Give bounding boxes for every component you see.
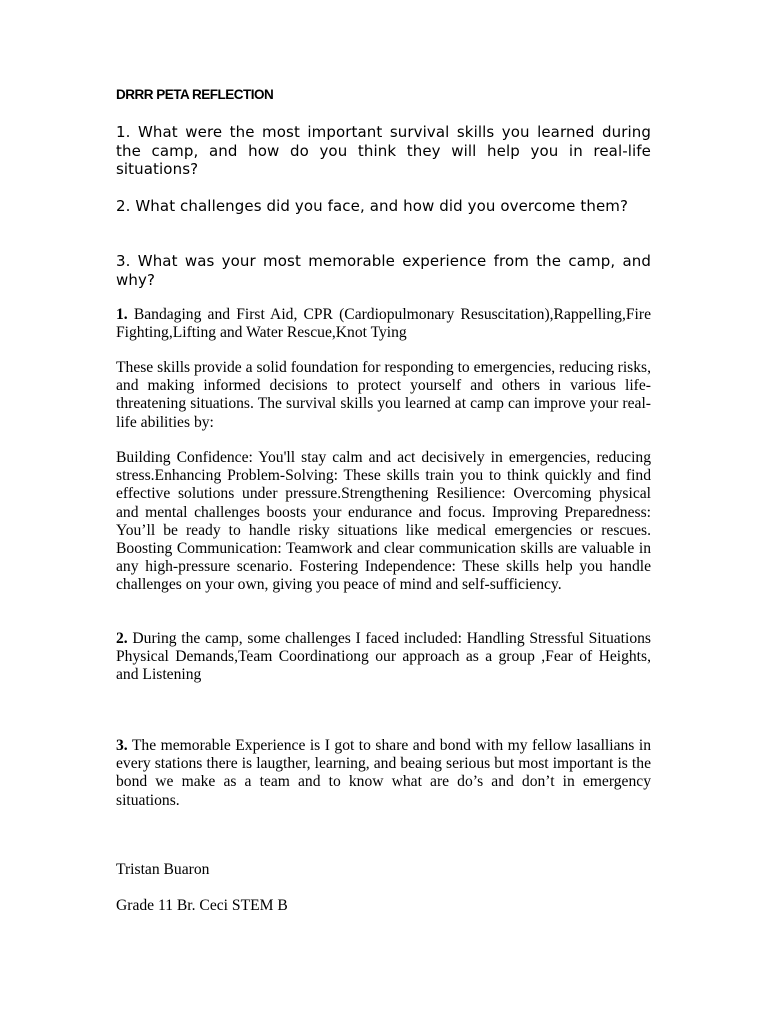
answer-1-paragraph-2: Building Confidence: You'll stay calm and act decisively in emergencies, reducing stress.Enhancing Problem-Solving: These skills train you to think quickly and find effective solutions under pressure.Strengthening Resilience: Overcoming physical and mental challenges boosts your endurance and focus. Improving Preparedness: You’ll be ready to handle risky situations like medical emergencies or rescues. Boosting Communication: Teamwork and clear communication skills are valuable in any high-pressure scenario. Fostering Independence: These skills help you handle challenges on your own, giving you peace of mind and self-sufficiency. — [116, 449, 651, 594]
answer-2-number: 2. — [116, 630, 128, 647]
answer-2-text: During the camp, some challenges I faced included: Handling Stressful Situations Physical Demands,Team Coordinationg our approach as a group ,Fear of Heights, and Listening — [116, 630, 651, 684]
question-2: 2. What challenges did you face, and how did you overcome them? — [116, 197, 629, 215]
signature-grade: Grade 11 Br. Ceci STEM B — [116, 897, 288, 914]
question-1: 1. What were the most important survival skills you learned during the camp, and how do you think they will help you in real-life situations? — [116, 123, 651, 178]
document-title: DRRR PETA REFLECTION — [116, 87, 274, 102]
answer-1 — [116, 306, 651, 342]
answer-2 — [116, 630, 651, 685]
question-3: 3. What was your most memorable experience from the camp, and why? — [116, 252, 651, 289]
answer-1-paragraph-1: These skills provide a solid foundation for responding to emergencies, reducing risks, and making informed decisions to protect yourself and others in various life-threatening situations. The survival skills you learned at camp can improve your real-life abilities by: — [116, 359, 651, 431]
answer-1-number: 1. — [116, 306, 128, 323]
answer-3 — [116, 737, 651, 810]
answer-3-text: The memorable Experience is I got to share and bond with my fellow lasallians in every stations there is laugther, learning, and beaing serious but most important is the bond we make as a team and to know what are do’s and don’t in emergency situations. — [116, 737, 651, 809]
answer-3-number: 3. — [116, 737, 128, 754]
signature-name: Tristan Buaron — [116, 861, 210, 878]
answer-1-text: Bandaging and First Aid, CPR (Cardiopulmonary Resuscitation),Rappelling,Fire Fighting,Lifting and Water Rescue,Knot Tying — [116, 306, 651, 342]
